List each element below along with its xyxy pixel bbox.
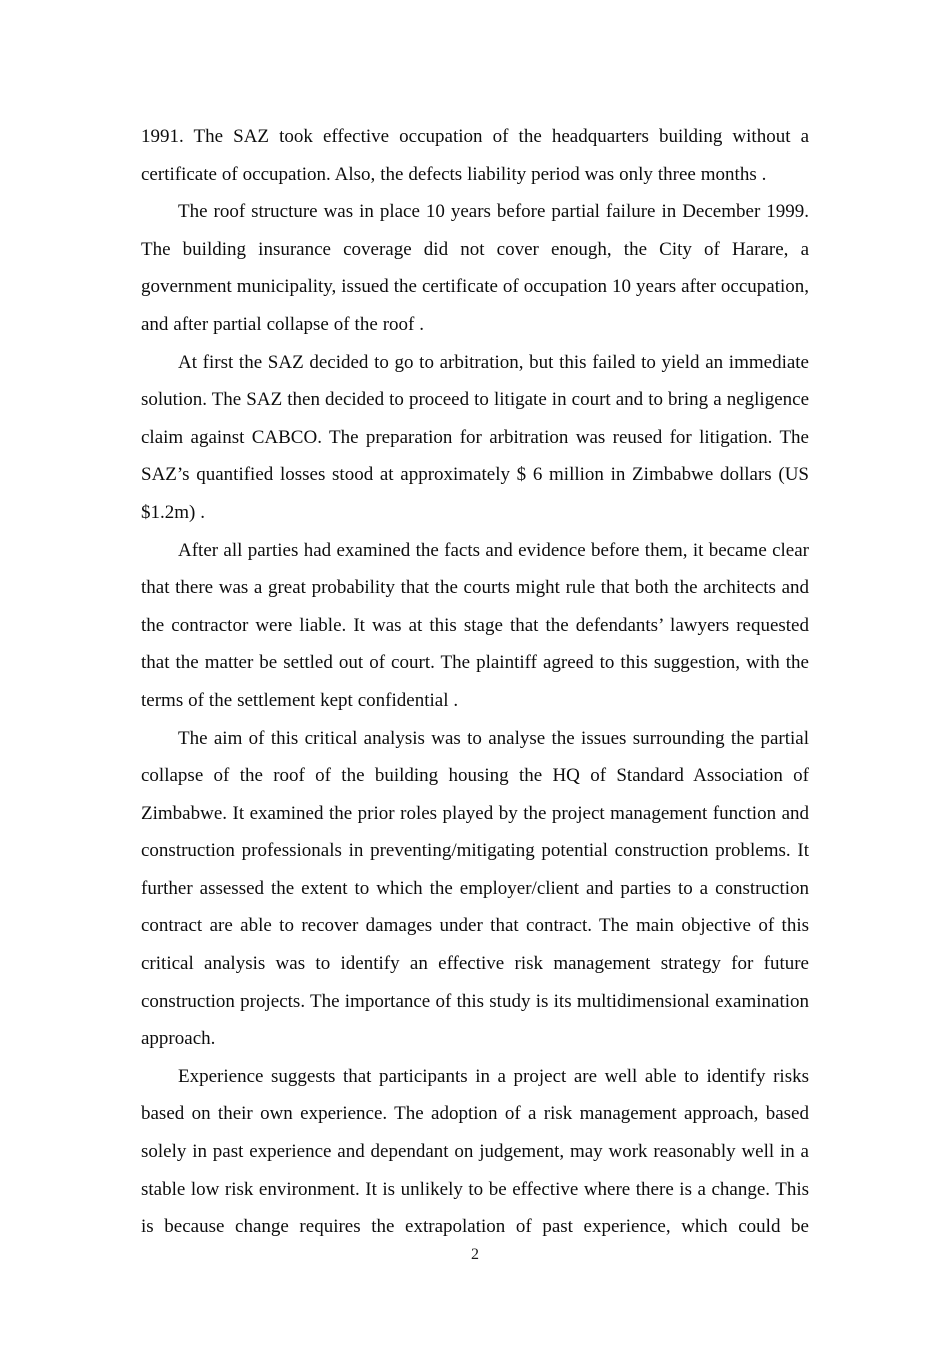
paragraph-5: The aim of this critical analysis was to analyse the issues surrounding the partial collapse of the roof of the building housing the HQ of Standard Association of Zimbabwe. It examined the prior roles played by the project management function and construction professionals in preventing/mitigating potential construction problems. It further assessed the extent to which the employer/client and parties to a construction contract are able to recover damages under that contract. The main objective of this critical analysis was to identify an effective risk management strategy for future construction projects. The importance of this study is its multidimensional examination approach. bbox=[141, 727, 809, 1050]
body-text-column bbox=[141, 118, 809, 1246]
paragraph-2: The roof structure was in place 10 years before partial failure in December 1999. The building insurance coverage did not cover enough, the City of Harare, a government municipality, issued the certificate of occupation 10 years after occupation, and after partial collapse of the roof . bbox=[141, 201, 809, 335]
page-number: 2 bbox=[471, 1246, 479, 1263]
paragraph-6: Experience suggests that participants in a project are well able to identify risks based on their own experience. The adoption of a risk management approach, based solely in past experience and dependant on judgement, may work reasonably well in a stable low risk environment. It is unlikely to be effective where there is a change. This is because change requires the extrapolation of past experience, which could be bbox=[141, 1065, 809, 1238]
paragraph-1: 1991. The SAZ took effective occupation of the headquarters building without a certificate of occupation. Also, the defects liability period was only three months . bbox=[141, 126, 809, 185]
paragraph-3: At first the SAZ decided to go to arbitration, but this failed to yield an immediate solution. The SAZ then decided to proceed to litigate in court and to bring a negligence claim against CABCO. The preparation for arbitration was reused for litigation. The SAZ’s quantified losses stood at approximately $ 6 million in Zimbabwe dollars (US $1.2m) . bbox=[141, 351, 809, 523]
paragraph-4: After all parties had examined the facts and evidence before them, it became clear that there was a great probability that the courts might rule that both the architects and the contractor were liable. It was at this stage that the defendants’ lawyers requested that the matter be settled out of court. The plaintiff agreed to this suggestion, with the terms of the settlement kept confidential . bbox=[141, 539, 809, 711]
